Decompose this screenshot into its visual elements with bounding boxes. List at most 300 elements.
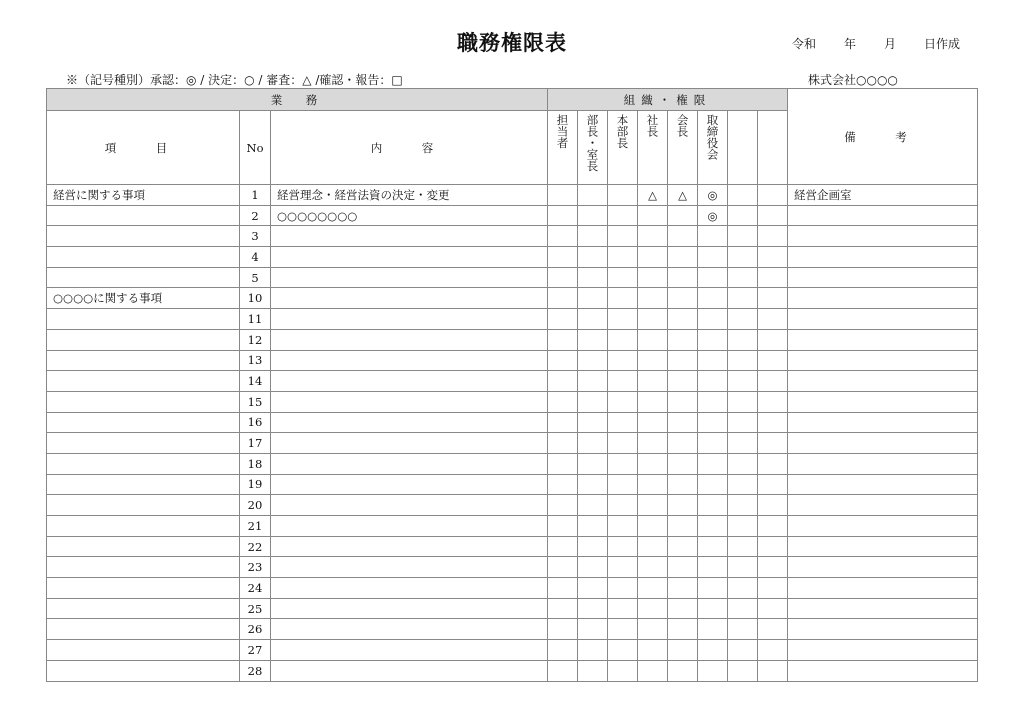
table-row bbox=[47, 433, 978, 454]
category-cell bbox=[47, 267, 240, 288]
authority-mark-cell bbox=[548, 557, 578, 578]
authority-mark-cell bbox=[668, 205, 698, 226]
remarks-cell bbox=[788, 495, 978, 516]
creation-date bbox=[792, 35, 960, 52]
org-column-label: 部長・室長 bbox=[585, 114, 600, 172]
authority-mark-cell bbox=[578, 371, 608, 392]
remarks-cell bbox=[788, 350, 978, 371]
authority-mark-cell bbox=[608, 640, 638, 661]
authority-mark-cell bbox=[548, 598, 578, 619]
authority-mark-cell bbox=[698, 640, 728, 661]
authority-mark-cell bbox=[758, 536, 788, 557]
number-cell: 13 bbox=[240, 350, 271, 371]
authority-mark-cell bbox=[758, 185, 788, 206]
category-cell: 経営に関する事項 bbox=[47, 185, 240, 206]
authority-mark-cell bbox=[638, 412, 668, 433]
authority-mark-cell bbox=[608, 309, 638, 330]
authority-mark-cell bbox=[578, 309, 608, 330]
number-cell: 20 bbox=[240, 495, 271, 516]
authority-mark-cell bbox=[698, 267, 728, 288]
table-row bbox=[47, 226, 978, 247]
authority-mark-cell bbox=[608, 598, 638, 619]
authority-mark-cell bbox=[548, 660, 578, 681]
authority-mark-cell bbox=[638, 598, 668, 619]
authority-mark-cell bbox=[698, 226, 728, 247]
authority-mark-cell bbox=[728, 288, 758, 309]
table-row bbox=[47, 371, 978, 392]
authority-mark-cell bbox=[668, 288, 698, 309]
authority-mark-cell bbox=[548, 288, 578, 309]
authority-mark-cell bbox=[728, 453, 758, 474]
authority-mark-cell bbox=[578, 598, 608, 619]
table-row bbox=[47, 205, 978, 226]
remarks-cell bbox=[788, 247, 978, 268]
authority-mark-cell bbox=[668, 433, 698, 454]
content-cell bbox=[271, 640, 548, 661]
authority-mark-cell bbox=[638, 536, 668, 557]
table-row bbox=[47, 309, 978, 330]
authority-mark-cell bbox=[578, 619, 608, 640]
authority-mark-cell bbox=[638, 474, 668, 495]
authority-mark-cell bbox=[578, 350, 608, 371]
authority-mark-cell: ◎ bbox=[698, 205, 728, 226]
authority-mark-cell bbox=[758, 226, 788, 247]
number-cell: 4 bbox=[240, 247, 271, 268]
category-cell bbox=[47, 516, 240, 537]
authority-mark-cell bbox=[728, 495, 758, 516]
content-cell bbox=[271, 371, 548, 392]
content-cell bbox=[271, 578, 548, 599]
number-cell: 3 bbox=[240, 226, 271, 247]
authority-mark-cell bbox=[578, 247, 608, 268]
remarks-cell bbox=[788, 640, 978, 661]
authority-mark-cell bbox=[548, 350, 578, 371]
authority-mark-cell bbox=[608, 247, 638, 268]
table-row bbox=[47, 247, 978, 268]
authority-mark-cell bbox=[758, 247, 788, 268]
number-cell: 19 bbox=[240, 474, 271, 495]
authority-mark-cell bbox=[668, 350, 698, 371]
table-row bbox=[47, 516, 978, 537]
authority-mark-cell bbox=[548, 474, 578, 495]
authority-mark-cell bbox=[758, 205, 788, 226]
remarks-cell bbox=[788, 412, 978, 433]
remarks-cell bbox=[788, 267, 978, 288]
authority-mark-cell bbox=[668, 495, 698, 516]
authority-mark-cell bbox=[548, 267, 578, 288]
table-row bbox=[47, 640, 978, 661]
authority-mark-cell bbox=[578, 516, 608, 537]
remarks-cell bbox=[788, 309, 978, 330]
authority-mark-cell bbox=[668, 557, 698, 578]
authority-mark-cell bbox=[638, 226, 668, 247]
remarks-cell bbox=[788, 660, 978, 681]
table-row bbox=[47, 474, 978, 495]
no-header: No bbox=[240, 111, 271, 185]
table-row bbox=[47, 495, 978, 516]
authority-mark-cell bbox=[608, 619, 638, 640]
authority-mark-cell bbox=[668, 578, 698, 599]
org-authority-group-header: 組織・権限 bbox=[548, 89, 788, 111]
authority-mark-cell bbox=[668, 267, 698, 288]
content-cell bbox=[271, 619, 548, 640]
authority-mark-cell bbox=[698, 557, 728, 578]
authority-mark-cell bbox=[728, 536, 758, 557]
table-row bbox=[47, 391, 978, 412]
authority-mark-cell bbox=[758, 267, 788, 288]
content-cell bbox=[271, 660, 548, 681]
authority-mark-cell bbox=[608, 205, 638, 226]
authority-mark-cell bbox=[698, 495, 728, 516]
authority-mark-cell bbox=[728, 350, 758, 371]
number-cell: 12 bbox=[240, 329, 271, 350]
authority-mark-cell bbox=[698, 453, 728, 474]
authority-mark-cell bbox=[608, 267, 638, 288]
remarks-cell bbox=[788, 433, 978, 454]
table-row bbox=[47, 412, 978, 433]
number-cell: 22 bbox=[240, 536, 271, 557]
date-era: 令和 bbox=[792, 37, 817, 51]
authority-mark-cell bbox=[638, 391, 668, 412]
category-cell bbox=[47, 226, 240, 247]
authority-mark-cell bbox=[638, 453, 668, 474]
org-column-label: 会長 bbox=[675, 114, 690, 137]
content-cell bbox=[271, 226, 548, 247]
authority-mark-cell bbox=[728, 598, 758, 619]
remarks-cell bbox=[788, 371, 978, 392]
number-cell: 23 bbox=[240, 557, 271, 578]
authority-mark-cell bbox=[668, 516, 698, 537]
authority-mark-cell bbox=[578, 578, 608, 599]
authority-mark-cell bbox=[698, 247, 728, 268]
authority-mark-cell bbox=[608, 536, 638, 557]
authority-mark-cell bbox=[698, 578, 728, 599]
authority-mark-cell bbox=[638, 557, 668, 578]
category-cell bbox=[47, 619, 240, 640]
authority-mark-cell bbox=[698, 598, 728, 619]
authority-mark-cell bbox=[638, 495, 668, 516]
authority-mark-cell bbox=[758, 598, 788, 619]
authority-mark-cell bbox=[668, 598, 698, 619]
category-cell bbox=[47, 329, 240, 350]
number-cell: 28 bbox=[240, 660, 271, 681]
authority-mark-cell bbox=[548, 205, 578, 226]
org-column-header bbox=[668, 111, 698, 185]
authority-mark-cell bbox=[608, 433, 638, 454]
authority-mark-cell bbox=[668, 640, 698, 661]
number-cell: 17 bbox=[240, 433, 271, 454]
authority-mark-cell bbox=[758, 412, 788, 433]
table-row bbox=[47, 350, 978, 371]
content-cell bbox=[271, 309, 548, 330]
authority-mark-cell bbox=[578, 433, 608, 454]
authority-mark-cell bbox=[548, 412, 578, 433]
authority-mark-cell bbox=[758, 350, 788, 371]
authority-mark-cell bbox=[638, 309, 668, 330]
symbol-legend: ※（記号種別）承認：◎ / 決定：○ / 審査：△ /確認・報告：□ bbox=[66, 73, 403, 87]
authority-mark-cell bbox=[548, 536, 578, 557]
authority-mark-cell bbox=[668, 329, 698, 350]
authority-mark-cell bbox=[608, 391, 638, 412]
authority-mark-cell bbox=[698, 371, 728, 392]
authority-mark-cell bbox=[728, 226, 758, 247]
authority-mark-cell: △ bbox=[668, 185, 698, 206]
table-row bbox=[47, 557, 978, 578]
category-cell bbox=[47, 205, 240, 226]
remarks-cell bbox=[788, 226, 978, 247]
content-cell: 経営理念・経営法資の決定・変更 bbox=[271, 185, 548, 206]
category-cell bbox=[47, 474, 240, 495]
authority-mark-cell bbox=[608, 557, 638, 578]
authority-mark-cell: ◎ bbox=[698, 185, 728, 206]
category-cell bbox=[47, 371, 240, 392]
category-cell bbox=[47, 640, 240, 661]
duties-group-header: 業 務 bbox=[47, 89, 548, 111]
authority-mark-cell bbox=[668, 226, 698, 247]
content-cell bbox=[271, 267, 548, 288]
remarks-cell bbox=[788, 453, 978, 474]
authority-mark-cell bbox=[548, 433, 578, 454]
remarks-cell bbox=[788, 288, 978, 309]
authority-mark-cell bbox=[728, 640, 758, 661]
org-column-label: 取締役会 bbox=[705, 114, 720, 160]
category-cell bbox=[47, 433, 240, 454]
authority-mark-cell bbox=[638, 578, 668, 599]
authority-mark-cell bbox=[638, 267, 668, 288]
authority-mark-cell bbox=[668, 474, 698, 495]
number-cell: 25 bbox=[240, 598, 271, 619]
number-cell: 26 bbox=[240, 619, 271, 640]
date-year: 年 bbox=[844, 37, 857, 51]
authority-mark-cell bbox=[548, 185, 578, 206]
authority-mark-cell bbox=[548, 453, 578, 474]
authority-mark-cell bbox=[578, 267, 608, 288]
authority-mark-cell bbox=[578, 474, 608, 495]
authority-mark-cell bbox=[638, 247, 668, 268]
remarks-cell bbox=[788, 578, 978, 599]
authority-mark-cell bbox=[698, 329, 728, 350]
category-cell bbox=[47, 557, 240, 578]
authority-mark-cell bbox=[578, 412, 608, 433]
authority-mark-cell bbox=[728, 391, 758, 412]
content-cell bbox=[271, 329, 548, 350]
authority-mark-cell bbox=[638, 433, 668, 454]
authority-mark-cell bbox=[608, 371, 638, 392]
authority-mark-cell bbox=[608, 226, 638, 247]
authority-mark-cell bbox=[698, 536, 728, 557]
authority-mark-cell bbox=[758, 557, 788, 578]
remarks-cell bbox=[788, 536, 978, 557]
content-cell bbox=[271, 516, 548, 537]
number-cell: 21 bbox=[240, 516, 271, 537]
authority-mark-cell bbox=[578, 226, 608, 247]
remarks-cell bbox=[788, 329, 978, 350]
category-cell bbox=[47, 309, 240, 330]
authority-mark-cell bbox=[758, 391, 788, 412]
authority-mark-cell bbox=[578, 536, 608, 557]
authority-mark-cell bbox=[638, 619, 668, 640]
org-column-label: 担当者 bbox=[555, 114, 570, 149]
number-cell: 2 bbox=[240, 205, 271, 226]
content-cell bbox=[271, 433, 548, 454]
number-cell: 27 bbox=[240, 640, 271, 661]
remarks-cell bbox=[788, 557, 978, 578]
category-cell bbox=[47, 598, 240, 619]
authority-mark-cell bbox=[548, 640, 578, 661]
authority-mark-cell bbox=[608, 185, 638, 206]
authority-mark-cell bbox=[548, 309, 578, 330]
authority-mark-cell bbox=[608, 495, 638, 516]
authority-mark-cell bbox=[668, 453, 698, 474]
authority-mark-cell bbox=[728, 619, 758, 640]
item-header: 項 目 bbox=[47, 111, 240, 185]
content-cell bbox=[271, 557, 548, 578]
authority-mark-cell bbox=[608, 578, 638, 599]
remarks-header: 備 考 bbox=[788, 89, 978, 185]
authority-mark-cell bbox=[638, 329, 668, 350]
authority-mark-cell bbox=[698, 619, 728, 640]
authority-mark-cell bbox=[728, 309, 758, 330]
authority-mark-cell bbox=[578, 640, 608, 661]
content-cell bbox=[271, 536, 548, 557]
authority-mark-cell bbox=[758, 516, 788, 537]
content-cell bbox=[271, 350, 548, 371]
number-cell: 24 bbox=[240, 578, 271, 599]
authority-mark-cell bbox=[758, 619, 788, 640]
authority-mark-cell bbox=[758, 433, 788, 454]
remarks-cell bbox=[788, 516, 978, 537]
authority-mark-cell bbox=[728, 371, 758, 392]
category-cell bbox=[47, 495, 240, 516]
remarks-cell bbox=[788, 391, 978, 412]
number-cell: 10 bbox=[240, 288, 271, 309]
org-column-header bbox=[638, 111, 668, 185]
authority-mark-cell bbox=[638, 205, 668, 226]
table-row bbox=[47, 267, 978, 288]
authority-mark-cell bbox=[668, 391, 698, 412]
authority-mark-cell bbox=[548, 578, 578, 599]
authority-mark-cell bbox=[548, 226, 578, 247]
authority-mark-cell bbox=[758, 474, 788, 495]
table-row bbox=[47, 598, 978, 619]
authority-mark-cell bbox=[668, 412, 698, 433]
authority-mark-cell bbox=[758, 309, 788, 330]
authority-mark-cell bbox=[608, 474, 638, 495]
authority-mark-cell bbox=[758, 578, 788, 599]
authority-mark-cell bbox=[578, 288, 608, 309]
content-cell bbox=[271, 288, 548, 309]
authority-mark-cell bbox=[608, 412, 638, 433]
authority-mark-cell bbox=[578, 557, 608, 578]
number-cell: 15 bbox=[240, 391, 271, 412]
content-cell bbox=[271, 453, 548, 474]
authority-table bbox=[46, 88, 978, 682]
number-cell: 18 bbox=[240, 453, 271, 474]
table-row bbox=[47, 660, 978, 681]
authority-mark-cell bbox=[758, 640, 788, 661]
number-cell: 16 bbox=[240, 412, 271, 433]
authority-mark-cell bbox=[698, 412, 728, 433]
authority-mark-cell bbox=[608, 350, 638, 371]
org-column-header bbox=[578, 111, 608, 185]
authority-mark-cell bbox=[698, 474, 728, 495]
authority-mark-cell bbox=[758, 288, 788, 309]
authority-mark-cell bbox=[698, 516, 728, 537]
authority-mark-cell bbox=[668, 371, 698, 392]
authority-mark-cell bbox=[608, 516, 638, 537]
org-column-header bbox=[608, 111, 638, 185]
remarks-cell: 経営企画室 bbox=[788, 185, 978, 206]
authority-mark-cell bbox=[698, 288, 728, 309]
authority-mark-cell bbox=[548, 329, 578, 350]
company-name: 株式会社○○○○ bbox=[808, 73, 898, 87]
remarks-cell bbox=[788, 474, 978, 495]
authority-mark-cell bbox=[758, 495, 788, 516]
authority-mark-cell bbox=[728, 474, 758, 495]
authority-mark-cell bbox=[698, 350, 728, 371]
authority-mark-cell bbox=[728, 433, 758, 454]
authority-mark-cell bbox=[758, 660, 788, 681]
authority-mark-cell bbox=[728, 412, 758, 433]
authority-mark-cell bbox=[548, 371, 578, 392]
authority-mark-cell bbox=[728, 329, 758, 350]
number-cell: 11 bbox=[240, 309, 271, 330]
authority-mark-cell bbox=[578, 205, 608, 226]
org-column-header bbox=[728, 111, 758, 185]
authority-mark-cell bbox=[548, 619, 578, 640]
date-day: 日作成 bbox=[924, 37, 961, 51]
authority-mark-cell bbox=[728, 557, 758, 578]
authority-mark-cell bbox=[548, 495, 578, 516]
org-column-header bbox=[698, 111, 728, 185]
category-cell bbox=[47, 350, 240, 371]
authority-mark-cell bbox=[578, 185, 608, 206]
authority-mark-cell bbox=[578, 391, 608, 412]
authority-mark-cell bbox=[758, 371, 788, 392]
content-cell bbox=[271, 495, 548, 516]
authority-mark-cell bbox=[668, 309, 698, 330]
authority-mark-cell bbox=[638, 516, 668, 537]
org-column-header bbox=[548, 111, 578, 185]
table-row bbox=[47, 288, 978, 309]
org-column-header bbox=[758, 111, 788, 185]
authority-mark-cell bbox=[698, 433, 728, 454]
authority-mark-cell bbox=[608, 329, 638, 350]
authority-mark-cell bbox=[728, 247, 758, 268]
number-cell: 5 bbox=[240, 267, 271, 288]
authority-mark-cell bbox=[608, 453, 638, 474]
number-cell: 1 bbox=[240, 185, 271, 206]
category-cell bbox=[47, 247, 240, 268]
table-row bbox=[47, 329, 978, 350]
authority-mark-cell bbox=[638, 640, 668, 661]
category-cell bbox=[47, 660, 240, 681]
content-cell bbox=[271, 247, 548, 268]
table-row bbox=[47, 578, 978, 599]
category-cell bbox=[47, 536, 240, 557]
category-cell bbox=[47, 391, 240, 412]
category-cell bbox=[47, 412, 240, 433]
content-cell: ○○○○○○○○ bbox=[271, 205, 548, 226]
authority-mark-cell bbox=[578, 660, 608, 681]
remarks-cell bbox=[788, 619, 978, 640]
authority-mark-cell bbox=[608, 660, 638, 681]
authority-mark-cell bbox=[728, 185, 758, 206]
authority-mark-cell bbox=[638, 350, 668, 371]
table-row bbox=[47, 185, 978, 206]
authority-mark-cell bbox=[698, 309, 728, 330]
org-column-label: 社長 bbox=[645, 114, 660, 137]
